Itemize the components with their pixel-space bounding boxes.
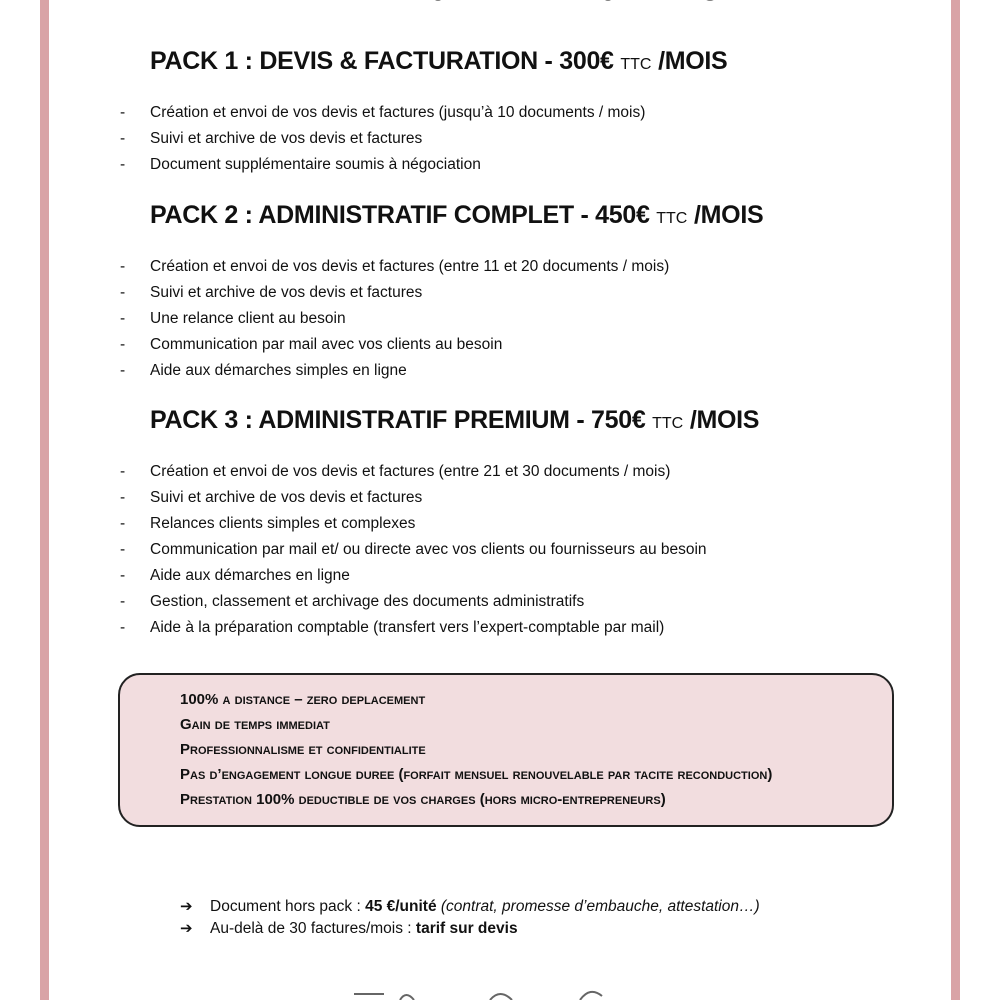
- benefits-list: [180, 687, 772, 812]
- list-item: - Suivi et archive de vos devis et factures: [120, 489, 423, 506]
- benefit-item: Professionnalisme et confidentialite: [180, 741, 426, 758]
- top-cropped-heading-fragment: [420, 0, 740, 8]
- bottom-cropped-heading-fragment: [340, 986, 640, 1000]
- pack-2: [120, 200, 930, 379]
- pack-1: [120, 46, 930, 173]
- list-item: - Communication par mail avec vos clients au besoin: [120, 336, 503, 353]
- page-frame-right: [951, 0, 960, 1000]
- pack-2-title: PACK 2 : ADMINISTRATIF COMPLET - 450€ TTC /MOIS: [150, 201, 764, 229]
- arrow-right-icon: ➔: [180, 898, 193, 915]
- list-item: - Création et envoi de vos devis et factures (entre 11 et 20 documents / mois): [120, 258, 670, 275]
- benefit-item: Pas d’engagement longue duree (forfait mensuel renouvelable par tacite reconduction): [180, 766, 773, 783]
- pack-1-title: PACK 1 : DEVIS & FACTURATION - 300€ TTC /MOIS: [150, 47, 728, 75]
- list-item: - Suivi et archive de vos devis et factures: [120, 284, 423, 301]
- benefits-box: [118, 673, 894, 827]
- pack-2-items: [120, 254, 950, 384]
- list-item: - Gestion, classement et archivage des documents administratifs: [120, 593, 585, 610]
- benefit-item: Gain de temps immediat: [180, 716, 330, 733]
- pack-3-title: PACK 3 : ADMINISTRATIF PREMIUM - 750€ TTC /MOIS: [150, 406, 760, 434]
- list-item: - Relances clients simples et complexes: [120, 515, 416, 532]
- list-item: - Création et envoi de vos devis et factures (jusqu’à 10 documents / mois): [120, 104, 646, 121]
- list-item: - Aide aux démarches en ligne: [120, 567, 350, 584]
- page-frame-left: [40, 0, 49, 1000]
- list-item: - Aide à la préparation comptable (transfert vers l’expert-comptable par mail): [120, 619, 665, 636]
- arrow-right-icon: ➔: [180, 920, 193, 937]
- list-item: - Suivi et archive de vos devis et factures: [120, 130, 423, 147]
- benefit-item: 100% a distance – zero deplacement: [180, 691, 426, 708]
- list-item: - Communication par mail et/ ou directe avec vos clients ou fournisseurs au besoin: [120, 541, 707, 558]
- pack-3-items: [120, 459, 950, 641]
- list-item: - Une relance client au besoin: [120, 310, 346, 327]
- list-item: - Création et envoi de vos devis et factures (entre 21 et 30 documents / mois): [120, 463, 671, 480]
- pack-1-items: [120, 100, 950, 178]
- list-item: - Document supplémentaire soumis à négociation: [120, 156, 481, 173]
- pack-3: [120, 405, 930, 636]
- list-item: - Aide aux démarches simples en ligne: [120, 362, 407, 379]
- benefit-item: Prestation 100% deductible de vos charges (hors micro-entrepreneurs): [180, 791, 666, 808]
